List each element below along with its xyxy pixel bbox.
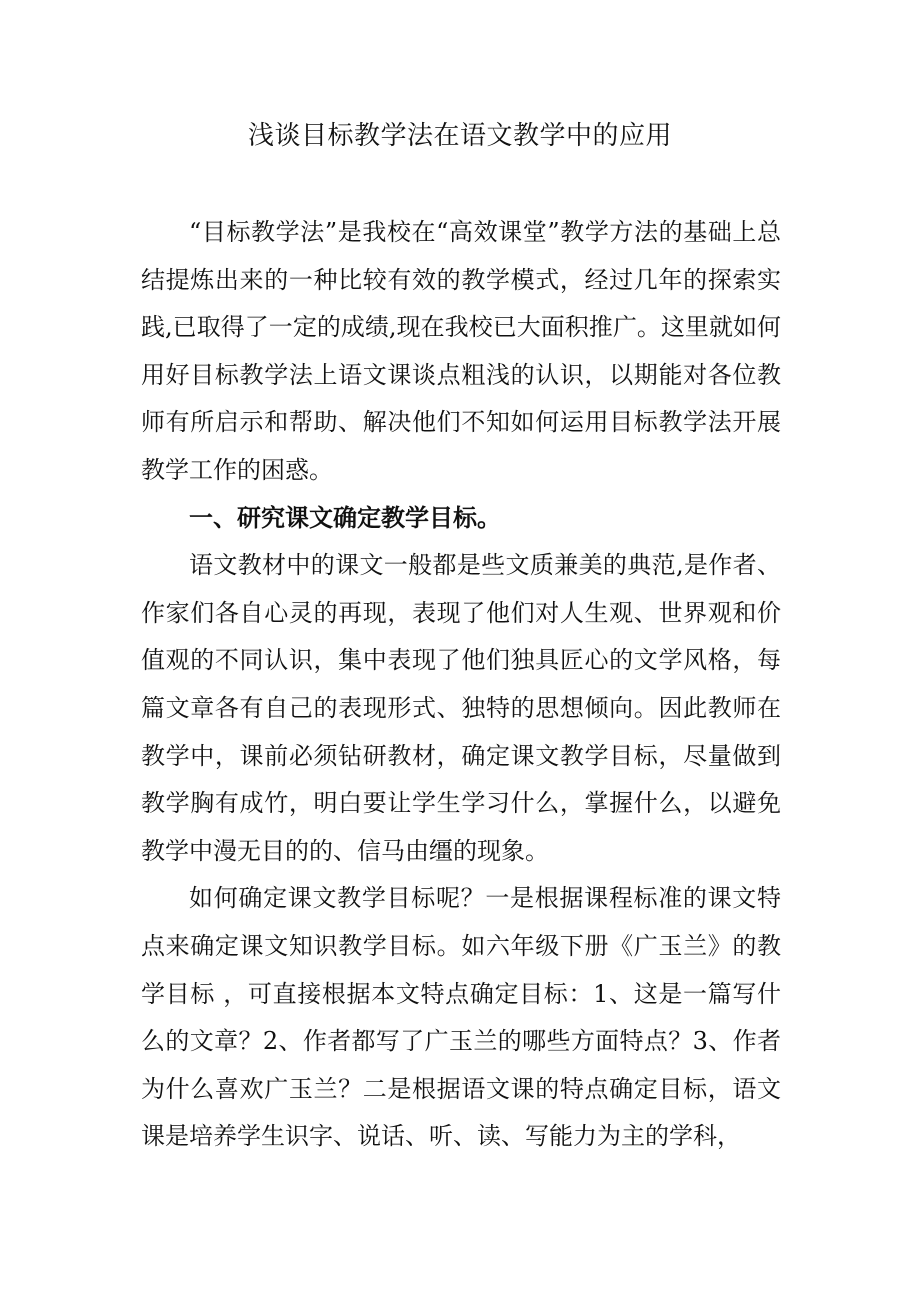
section-heading-1: 一、研究课文确定教学目标。 <box>189 503 501 532</box>
paragraph-how-to-set-goals: 如何确定课文教学目标呢？一是根据课程标准的课文特点来确定课文知识教学目标。如六年级下册《广玉兰》的教学目标 ，可直接根据本文特点确定目标：1、这是一篇写什么的文章？2、作者都写了广玉兰的哪些方面特点？3、作者为什么喜欢广玉兰？二是根据语文课的特点确定目标，语文课是培养学生识字、说话、听、读、写能力为主的学科， <box>141 884 781 1151</box>
paragraph-intro: “目标教学法”是我校在“高效课堂”教学方法的基础上总结提炼出来的一种比较有效的教学模式，经过几年的探索实践,已取得了一定的成绩,现在我校已大面积推广。这里就如何用好目标教学法上语文课谈点粗浅的认识，以期能对各位教师有所启示和帮助、解决他们不知如何运用目标教学法开展教学工作的困惑。 <box>141 218 781 484</box>
paragraph-section-1: 语文教材中的课文一般都是些文质兼美的典范,是作者、作家们各自心灵的再现，表现了他们对人生观、世界观和价值观的不同认识，集中表现了他们独具匠心的文学风格，每篇文章各有自己的表现形式、独特的思想倾向。因此教师在教学中，课前必须钻研教材，确定课文教学目标，尽量做到教学胸有成竹，明白要让学生学习什么，掌握什么，以避免教学中漫无目的的、信马由缰的现象。 <box>141 551 781 865</box>
document-title: 浅谈目标教学法在语文教学中的应用 <box>247 121 672 151</box>
document-body <box>141 209 781 1161</box>
